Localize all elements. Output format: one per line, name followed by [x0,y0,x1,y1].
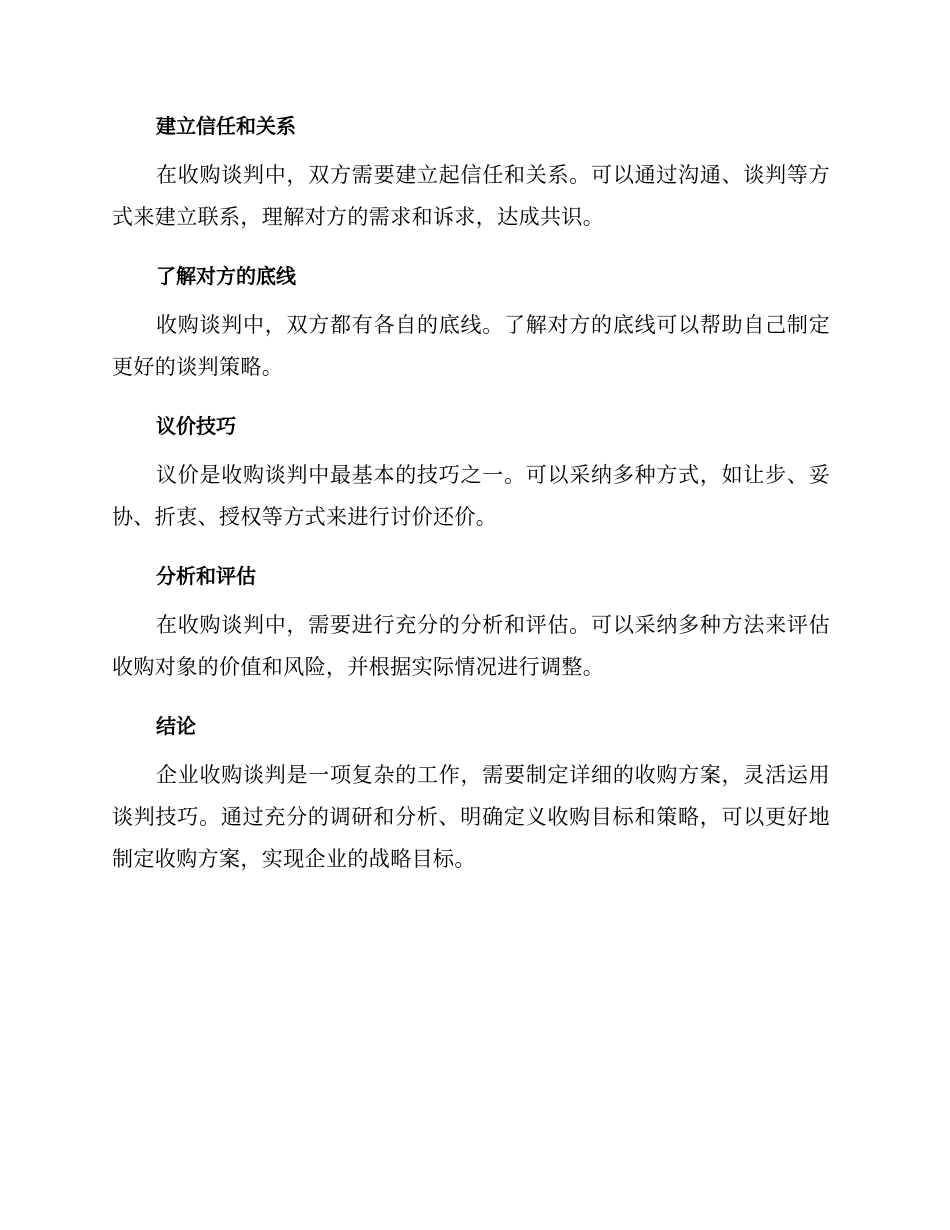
section-paragraph: 企业收购谈判是一项复杂的工作，需要制定详细的收购方案，灵活运用谈判技巧。通过充分的调研和分析、明确定义收购目标和策略，可以更好地制定收购方案，实现企业的战略目标。 [112,763,830,871]
section-paragraph: 议价是收购谈判中最基本的技巧之一。可以采纳多种方式，如让步、妥协、折衷、授权等方式来进行讨价还价。 [112,463,830,529]
document-page [112,108,830,900]
section-paragraph: 在收购谈判中，需要进行充分的分析和评估。可以采纳多种方法来评估收购对象的价值和风险，并根据实际情况进行调整。 [112,613,830,679]
section-bottom-line [112,258,830,388]
section-heading: 建立信任和关系 [156,114,296,138]
section-analysis [112,558,830,688]
section-heading: 议价技巧 [156,414,236,438]
section-heading: 结论 [156,714,196,738]
section-conclusion [112,708,830,880]
section-heading: 了解对方的底线 [156,264,296,288]
section-paragraph: 收购谈判中，双方都有各自的底线。了解对方的底线可以帮助自己制定更好的谈判策略。 [112,313,830,379]
section-paragraph: 在收购谈判中，双方需要建立起信任和关系。可以通过沟通、谈判等方式来建立联系，理解对方的需求和诉求，达成共识。 [112,163,830,229]
section-trust [112,108,830,238]
section-bargaining [112,408,830,538]
section-heading: 分析和评估 [156,564,256,588]
